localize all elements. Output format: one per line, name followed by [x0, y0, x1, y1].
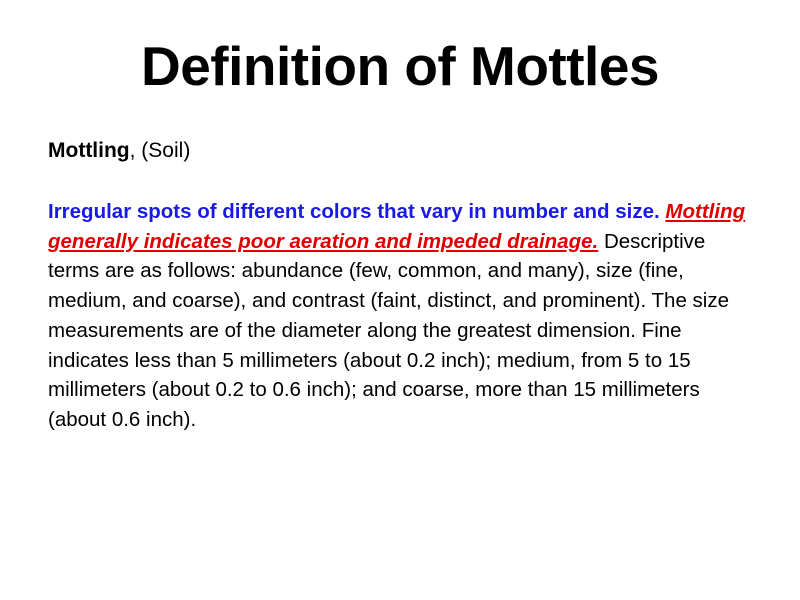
- definition-body: [48, 197, 756, 435]
- term-line: [48, 138, 756, 163]
- definition-blue-text: Irregular spots of different colors that vary in number and size.: [48, 199, 660, 223]
- term-word: Mottling: [48, 138, 130, 162]
- term-qualifier: , (Soil): [129, 138, 191, 162]
- definition-red-emphasis: Mottling generally indicates poor aeration and impeded drainage.: [48, 199, 746, 253]
- definition-plain-text: Descriptive terms are as follows: abundance (few, common, and many), size (fine, medium, and coarse), and contrast (faint, distinct, and prominent). The size measurements are of the diameter along the greatest dimension. Fine indicates less than 5 millimeters (about 0.2 inch); medium, from 5 to 15 millimeters (about 0.2 to 0.6 inch); and coarse, more than 15 millimeters (about 0.6 inch).: [48, 229, 730, 431]
- page-title: Definition of Mottles: [140, 35, 660, 97]
